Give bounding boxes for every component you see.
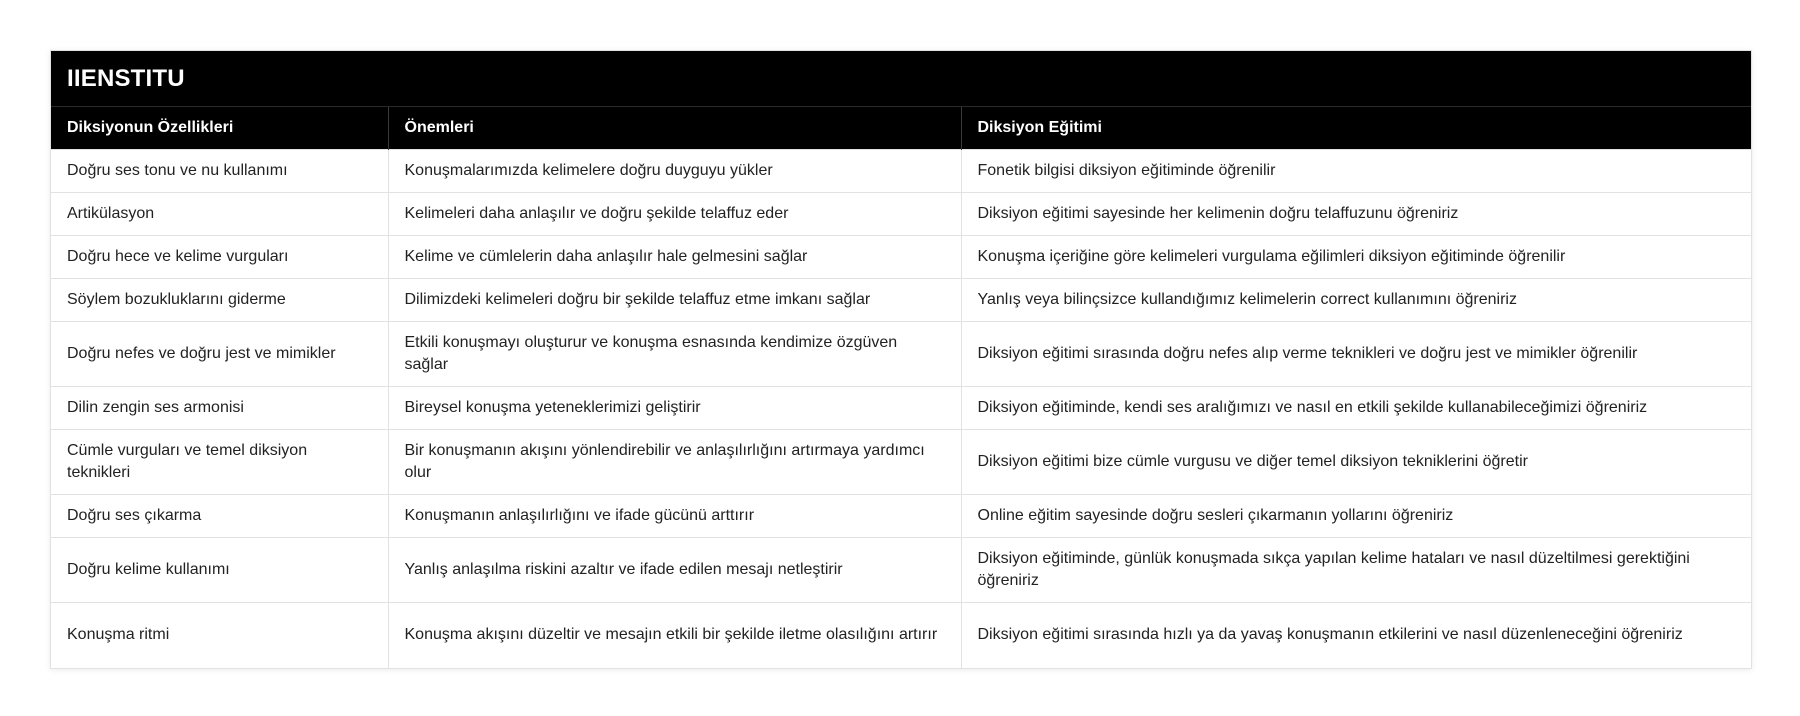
cell-importance: Bir konuşmanın akışını yönlendirebilir ve anlaşılırlığını artırmaya yardımcı olur [388,430,961,495]
cell-training: Diksiyon eğitimi bize cümle vurgusu ve diğer temel diksiyon tekniklerini öğretir [961,430,1751,495]
cell-feature: Konuşma ritmi [51,603,388,668]
table-row [51,538,1751,603]
column-header-importance: Önemleri [388,107,961,150]
cell-feature: Doğru ses tonu ve nu kullanımı [51,150,388,193]
brand-title: IIENSTITU [51,51,1751,107]
cell-importance: Konuşma akışını düzeltir ve mesajın etkili bir şekilde iletme olasılığını artırır [388,603,961,668]
cell-training: Online eğitim sayesinde doğru sesleri çıkarmanın yollarını öğreniriz [961,495,1751,538]
cell-importance: Konuşmalarımızda kelimelere doğru duyguyu yükler [388,150,961,193]
table-row [51,279,1751,322]
cell-importance: Etkili konuşmayı oluşturur ve konuşma esnasında kendimize özgüven sağlar [388,322,961,387]
cell-training: Yanlış veya bilinçsizce kullandığımız kelimelerin correct kullanımını öğreniriz [961,279,1751,322]
cell-feature: Dilin zengin ses armonisi [51,387,388,430]
cell-importance: Kelimeleri daha anlaşılır ve doğru şekilde telaffuz eder [388,193,961,236]
table-row [51,387,1751,430]
table-row [51,430,1751,495]
cell-feature: Doğru kelime kullanımı [51,538,388,603]
cell-training: Diksiyon eğitiminde, kendi ses aralığımızı ve nasıl en etkili şekilde kullanabileceğimizi öğreniriz [961,387,1751,430]
cell-feature: Doğru ses çıkarma [51,495,388,538]
cell-training: Fonetik bilgisi diksiyon eğitiminde öğrenilir [961,150,1751,193]
table-card [50,50,1752,669]
table-row [51,495,1751,538]
cell-feature: Doğru nefes ve doğru jest ve mimikler [51,322,388,387]
column-header-training: Diksiyon Eğitimi [961,107,1751,150]
table-row [51,322,1751,387]
cell-feature: Doğru hece ve kelime vurguları [51,236,388,279]
cell-importance: Dilimizdeki kelimeleri doğru bir şekilde telaffuz etme imkanı sağlar [388,279,961,322]
cell-importance: Bireysel konuşma yeteneklerimizi geliştirir [388,387,961,430]
table-row [51,150,1751,193]
cell-training: Diksiyon eğitimi sayesinde her kelimenin doğru telaffuzunu öğreniriz [961,193,1751,236]
cell-training: Diksiyon eğitiminde, günlük konuşmada sıkça yapılan kelime hataları ve nasıl düzeltilmesi gerektiğini öğreniriz [961,538,1751,603]
table-row [51,603,1751,668]
cell-training: Diksiyon eğitimi sırasında hızlı ya da yavaş konuşmanın etkilerini ve nasıl düzenleneceğini öğreniriz [961,603,1751,668]
cell-importance: Yanlış anlaşılma riskini azaltır ve ifade edilen mesajı netleştirir [388,538,961,603]
cell-importance: Kelime ve cümlelerin daha anlaşılır hale gelmesini sağlar [388,236,961,279]
column-header-features: Diksiyonun Özellikleri [51,107,388,150]
table-row [51,193,1751,236]
cell-training: Konuşma içeriğine göre kelimeleri vurgulama eğilimleri diksiyon eğitiminde öğrenilir [961,236,1751,279]
cell-importance: Konuşmanın anlaşılırlığını ve ifade gücünü arttırır [388,495,961,538]
cell-feature: Söylem bozukluklarını giderme [51,279,388,322]
cell-feature: Artikülasyon [51,193,388,236]
table-row [51,236,1751,279]
cell-training: Diksiyon eğitimi sırasında doğru nefes alıp verme teknikleri ve doğru jest ve mimikler öğrenilir [961,322,1751,387]
header-row [51,107,1751,150]
cell-feature: Cümle vurguları ve temel diksiyon teknikleri [51,430,388,495]
comparison-table [51,107,1751,668]
table-body [51,150,1751,668]
table-header [51,107,1751,150]
